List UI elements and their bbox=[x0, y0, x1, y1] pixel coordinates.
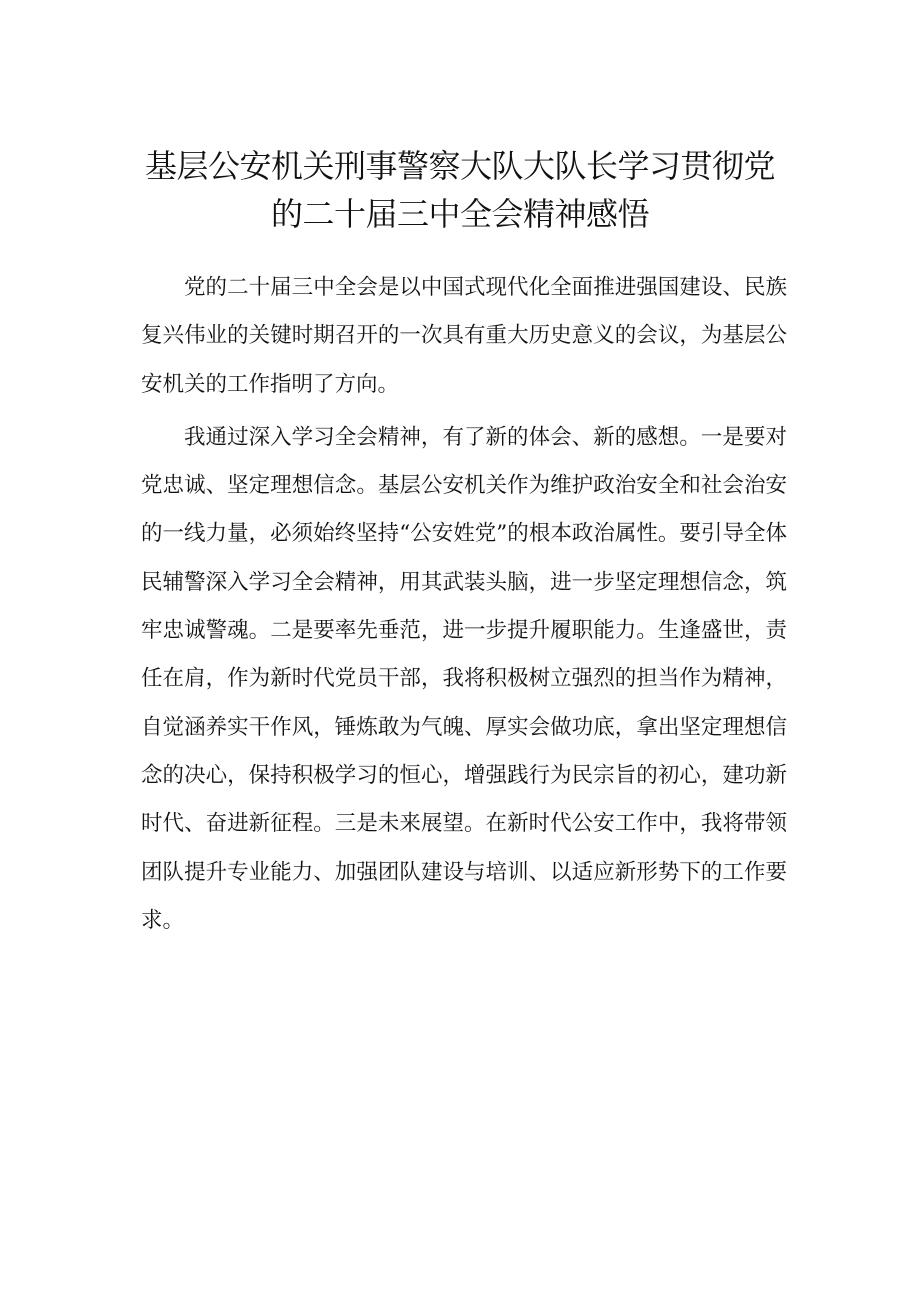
paragraph-1: 党的二十届三中全会是以中国式现代化全面推进强国建设、民族复兴伟业的关键时期召开的一次具有重大历史意义的会议，为基层公安机关的工作指明了方向。 bbox=[141, 275, 787, 397]
title-line-2: 的二十届三中全会精神感悟 bbox=[270, 195, 649, 233]
title-line-1: 基层公安机关刑事警察大队大队长学习贯彻党 bbox=[144, 147, 775, 185]
document-title bbox=[120, 142, 800, 238]
document-body bbox=[141, 264, 787, 950]
paragraph-2: 我通过深入学习全会精神，有了新的体会、新的感想。一是要对党忠诚、坚定理想信念。基层公安机关作为维护政治安全和社会治安的一线力量，必须始终坚持“公安姓党”的根本政治属性。要引导全体民辅警深入学习全会精神，用其武装头脑，进一步坚定理想信念，筑牢忠诚警魂。二是要率先垂范，进一步提升履职能力。生逢盛世，责任在肩，作为新时代党员干部，我将积极树立强烈的担当作为精神，自觉涵养实干作风，锤炼敢为气魄、厚实会做功底，拿出坚定理想信念的决心，保持积极学习的恒心，增强践行为民宗旨的初心，建功新时代、奋进新征程。三是未来展望。在新时代公安工作中，我将带领团队提升专业能力、加强团队建设与培训、以适应新形势下的工作要求。 bbox=[141, 424, 787, 933]
